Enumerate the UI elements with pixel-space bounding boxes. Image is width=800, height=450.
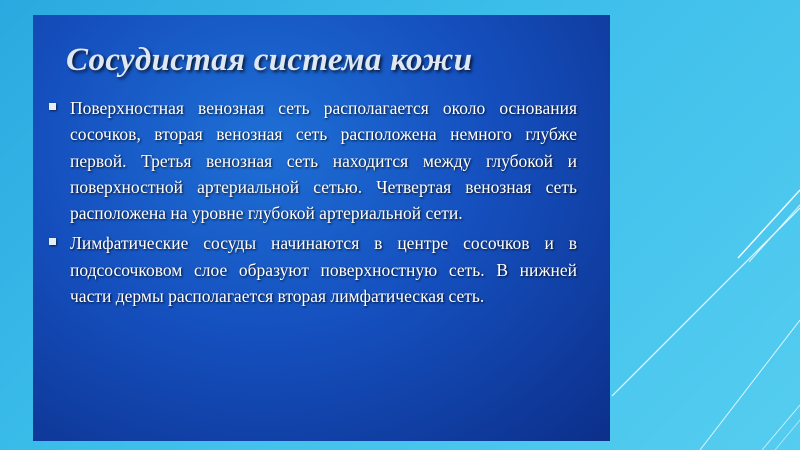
bullet-text-lymph: Лимфатические сосуды начинаются в центре сосочков и в подсосочковом слое образуют поверхностную сеть. В нижней части дермы располагается вторая лимфатическая сеть. [70, 233, 577, 307]
square-bullet-icon [49, 103, 56, 110]
deco-line [612, 208, 800, 396]
bullet-item-veins [46, 95, 577, 226]
square-bullet-icon [49, 238, 56, 245]
deco-line [700, 320, 800, 450]
deco-line [749, 205, 800, 262]
deco-line [738, 190, 800, 258]
deco-line [775, 420, 800, 450]
bullet-text-veins: Поверхностная венозная сеть располагается около основания сосочков, вторая венозная сеть расположена немного глубже первой. Третья венозная сеть находится между глубокой и поверхностной артериальной сетью. Четвертая венозная сеть расположена на уровне глубокой артериальной сети. [70, 98, 577, 224]
bullet-list [46, 95, 577, 313]
slide-title: Сосудистая система кожи [66, 42, 473, 78]
bullet-item-lymph [46, 230, 577, 309]
deco-line [762, 405, 800, 450]
